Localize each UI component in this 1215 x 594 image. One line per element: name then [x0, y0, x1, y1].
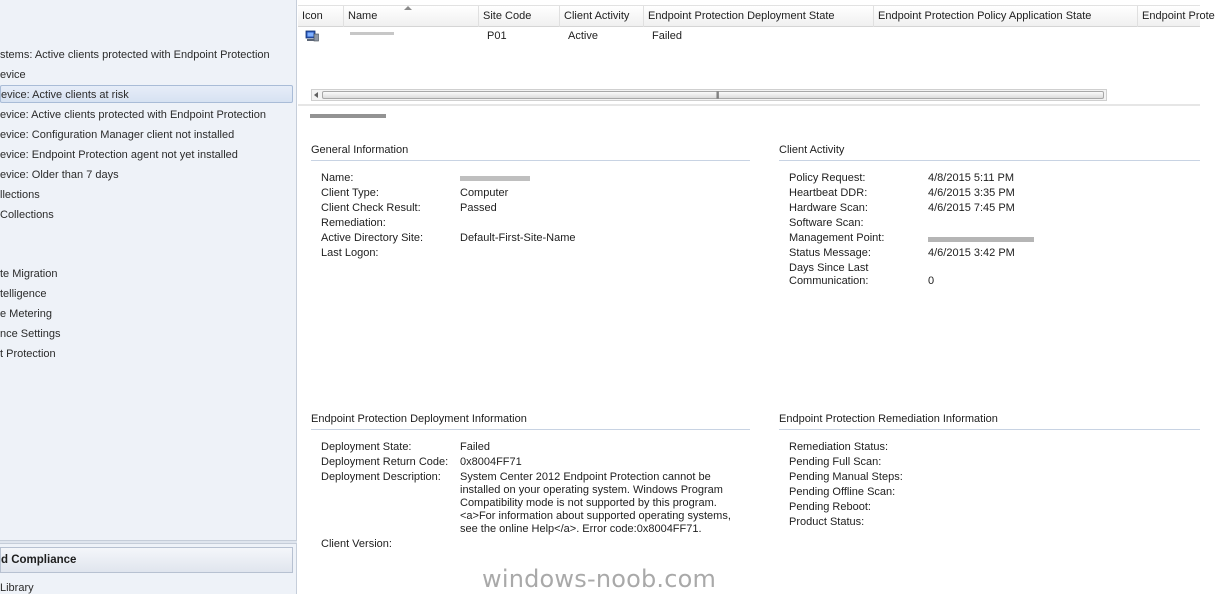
label-pending-manual-steps: Pending Manual Steps: [789, 471, 903, 483]
value-deployment-description: System Center 2012 Endpoint Protection cannot be installed on your operating system. Windows Program Compatibility mode is not supported by this program. <a>For information about supported operating systems, see the online Help</a>. Error code:0x8004FF71. [460, 471, 731, 535]
nav-item-label: evice: Active clients at risk [1, 89, 129, 101]
watermark: windows-noob.com [482, 565, 717, 593]
label-last-logon: Last Logon: [321, 247, 379, 259]
label-policy-request: Policy Request: [789, 172, 866, 184]
value-active-directory-site: Default-First-Site-Name [460, 232, 576, 244]
value-days-since-last-communication: 0 [928, 275, 935, 287]
value-policy-request: 4/8/2015 5:11 PM [928, 172, 1015, 184]
horizontal-scrollbar[interactable] [311, 89, 1107, 101]
column-header-name[interactable] [344, 6, 479, 27]
nav-item-collections[interactable]: llections [0, 189, 40, 201]
column-header-icon[interactable]: Icon [298, 6, 344, 27]
nav-item-client-not-installed[interactable]: evice: Configuration Manager client not installed [0, 129, 235, 141]
nav-item-device[interactable]: evice [0, 69, 26, 81]
label-deployment-state: Deployment State: [321, 441, 412, 453]
value-deployment-state: Failed [460, 441, 490, 453]
nav-item-older-than-7-days[interactable]: evice: Older than 7 days [0, 169, 119, 181]
workspace-button-library[interactable]: Library [0, 582, 34, 594]
section-title-deployment: Endpoint Protection Deployment Information [311, 413, 527, 425]
cell-site-code: P01 [487, 30, 507, 42]
nav-item-endpoint-protection[interactable]: t Protection [0, 348, 56, 360]
nav-item-intelligence[interactable]: telligence [0, 288, 47, 300]
navigation-pane [0, 0, 297, 594]
label-active-directory-site: Active Directory Site: [321, 232, 424, 244]
value-deployment-return-code: 0x8004FF71 [460, 456, 522, 468]
nav-splitter[interactable] [0, 540, 297, 544]
section-rule [779, 429, 1200, 430]
value-heartbeat-ddr: 4/6/2015 3:35 PM [928, 187, 1015, 199]
cell-client-activity: Active [568, 30, 598, 42]
table-row[interactable] [298, 28, 1200, 44]
label-client-check-result: Client Check Result: [321, 202, 421, 214]
value-status-message: 4/6/2015 3:42 PM [928, 247, 1015, 259]
scroll-left-arrow-icon[interactable] [314, 92, 318, 98]
label-heartbeat-ddr: Heartbeat DDR: [789, 187, 868, 199]
scroll-thumb[interactable] [322, 91, 1104, 99]
column-header-label: Name [348, 10, 378, 22]
value-hardware-scan: 4/6/2015 7:45 PM [928, 202, 1015, 214]
column-header-policy-application-state[interactable]: Endpoint Protection Policy Application State [874, 6, 1138, 27]
label-pending-reboot: Pending Reboot: [789, 501, 871, 513]
label-status-message: Status Message: [789, 247, 871, 259]
section-title-general: General Information [311, 144, 409, 156]
nav-item-active-clients-at-risk[interactable] [0, 85, 293, 103]
label-hardware-scan: Hardware Scan: [789, 202, 868, 214]
section-rule [311, 160, 750, 161]
label-pending-full-scan: Pending Full Scan: [789, 456, 882, 468]
redacted-management-point-value [928, 237, 1034, 242]
nav-item-metering[interactable]: e Metering [0, 308, 52, 320]
label-management-point: Management Point: [789, 232, 885, 244]
redacted-name-value [460, 176, 530, 181]
label-client-version: Client Version: [321, 538, 392, 550]
workspace-label: d Compliance [1, 554, 77, 566]
label-client-type: Client Type: [321, 187, 379, 199]
device-list-grid [298, 0, 1215, 104]
scroll-grip: ||| [716, 92, 719, 99]
value-client-type: Computer [460, 187, 509, 199]
nav-item-systems-active-protected[interactable]: stems: Active clients protected with Endpoint Protection [0, 49, 270, 61]
nav-item-compliance-settings[interactable]: nce Settings [0, 328, 61, 340]
section-rule [311, 429, 750, 430]
column-header-endpoint-protection[interactable]: Endpoint Prote [1142, 10, 1215, 22]
label-name: Name: [321, 172, 354, 184]
label-pending-offline-scan: Pending Offline Scan: [789, 486, 896, 498]
cell-deployment-state: Failed [652, 30, 682, 42]
section-title-client-activity: Client Activity [779, 144, 845, 156]
label-deployment-return-code: Deployment Return Code: [321, 456, 449, 468]
nav-item-agent-not-installed[interactable]: evice: Endpoint Protection agent not yet installed [0, 149, 238, 161]
label-days-since-last-communication: Days Since Last Communication: [789, 262, 869, 287]
computer-icon [306, 30, 319, 42]
redacted-device-title [310, 112, 388, 122]
column-header-client-activity[interactable]: Client Activity [560, 6, 644, 27]
redacted-device-name [350, 32, 394, 35]
section-title-remediation: Endpoint Protection Remediation Information [779, 413, 998, 425]
label-software-scan: Software Scan: [789, 217, 864, 229]
workspace-button-compliance[interactable] [0, 547, 293, 573]
value-client-check-result: Passed [460, 202, 497, 214]
details-pane [298, 106, 1200, 594]
column-header-site-code[interactable]: Site Code [479, 6, 560, 27]
nav-item-device-active-protected[interactable]: evice: Active clients protected with Endpoint Protection [0, 109, 266, 121]
sort-ascending-icon [404, 6, 412, 10]
section-rule [779, 160, 1200, 161]
label-remediation-status: Remediation Status: [789, 441, 889, 453]
nav-item-migration[interactable]: te Migration [0, 268, 58, 280]
label-product-status: Product Status: [789, 516, 865, 528]
nav-item-collections-2[interactable]: Collections [0, 209, 54, 221]
grid-header [298, 6, 1215, 27]
label-deployment-description: Deployment Description: [321, 471, 441, 483]
column-header-deployment-state[interactable]: Endpoint Protection Deployment State [644, 6, 874, 27]
label-remediation: Remediation: [321, 217, 386, 229]
